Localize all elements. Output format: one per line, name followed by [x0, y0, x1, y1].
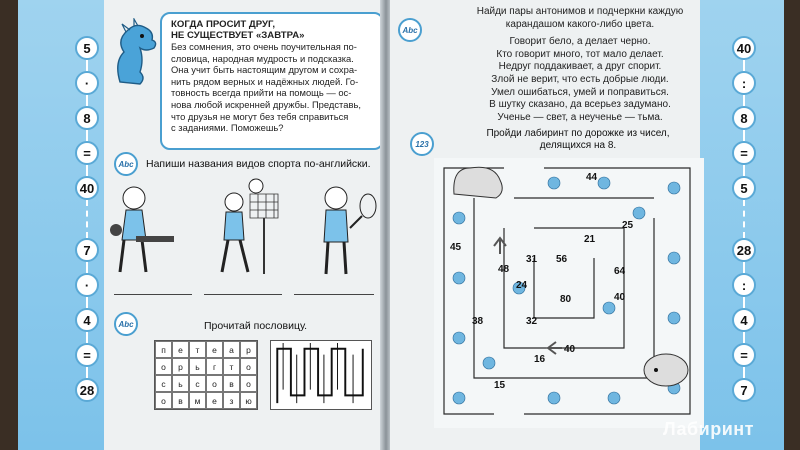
chain-node: = [75, 141, 99, 165]
labyrinth-number[interactable]: 40 [614, 292, 626, 303]
letter-cell[interactable]: т [223, 358, 240, 375]
proverb-info-box [160, 12, 384, 150]
chain-node: 5 [75, 36, 99, 60]
letter-cell[interactable]: м [189, 392, 206, 409]
answer-line[interactable] [114, 294, 192, 295]
left-page [18, 0, 384, 450]
proverb-text-line: Без сомнения, это очень поучительная по- [171, 41, 357, 52]
task-heading: карандашом какого-либо цвета. [505, 18, 655, 30]
chain-node: = [732, 343, 756, 367]
letter-cell[interactable]: о [206, 375, 223, 392]
saying-line[interactable]: Злой не верит, что есть добрые люди. [491, 73, 669, 85]
task-heading: Пройди лабиринт по дорожке из чисел, [486, 128, 670, 139]
badminton-player-illustration [310, 180, 380, 280]
labyrinth-number[interactable]: 32 [526, 316, 538, 327]
task-badge-icon: Abc [398, 18, 422, 42]
task-badge-icon: Abc [114, 152, 138, 176]
tree-stump-illustration [454, 167, 502, 198]
saying-line[interactable]: В шутку сказано, да всерьез задумано. [489, 99, 671, 111]
labyrinth-number[interactable]: 80 [560, 294, 572, 305]
letter-cell[interactable]: е [206, 392, 223, 409]
chain-node: · [75, 71, 99, 95]
letter-cell[interactable]: ь [189, 358, 206, 375]
letter-cell[interactable]: о [240, 375, 257, 392]
letter-cell[interactable]: з [223, 392, 240, 409]
letter-cell[interactable]: г [206, 358, 223, 375]
answer-line[interactable] [294, 294, 374, 295]
chain-node: 7 [75, 238, 99, 262]
chain-node: 28 [75, 378, 99, 402]
right-number-chain [732, 36, 756, 402]
letter-cell[interactable]: п [155, 341, 172, 358]
labyrinth-number[interactable]: 21 [584, 234, 596, 245]
chain-node: 7 [732, 378, 756, 402]
labyrinth[interactable] [434, 158, 704, 428]
table-tennis-player-illustration [106, 180, 176, 280]
letter-cell[interactable]: р [240, 341, 257, 358]
letter-grid [154, 340, 258, 410]
proverb-title: КОГДА ПРОСИТ ДРУГ, [171, 19, 276, 30]
proverb-text-line: нить рядом верных и надёжных людей. Го- [171, 75, 359, 87]
letter-cell[interactable]: с [155, 375, 172, 392]
volleyball-player-illustration [210, 178, 280, 278]
saying-line[interactable]: Недруг поддакивает, а друг спорит. [498, 61, 662, 73]
proverb-text-line: нова любой искренней дружбы. Представь, [171, 98, 361, 110]
chain-node: 8 [75, 106, 99, 130]
letter-cell[interactable]: т [189, 341, 206, 358]
letter-cell[interactable]: е [206, 341, 223, 358]
labyrinth-number[interactable]: 45 [450, 242, 462, 253]
letter-cell[interactable]: о [155, 358, 172, 375]
labyrinth-number[interactable]: 40 [564, 344, 576, 355]
chain-node: : [732, 71, 756, 95]
letter-cell[interactable]: с [189, 375, 206, 392]
task-proverb-heading: Прочитай пословицу. [204, 320, 308, 332]
chain-node: = [75, 343, 99, 367]
task-heading: Найди пары антонимов и подчеркни каждую [476, 6, 684, 17]
labyrinth-task-heading [462, 128, 694, 152]
chain-node: 40 [75, 176, 99, 200]
answer-line[interactable] [204, 294, 282, 295]
antonym-task [440, 6, 720, 124]
letter-cell[interactable]: р [172, 358, 189, 375]
labyrinth-number[interactable]: 25 [622, 220, 634, 231]
task-badge-icon: 123 [410, 132, 434, 156]
saying-line[interactable]: Умел ошибаться, умей и поправиться. [491, 86, 669, 98]
letter-cell[interactable]: а [223, 341, 240, 358]
path-maze[interactable] [270, 340, 372, 410]
watermark: Лабиринт [662, 419, 754, 439]
letter-cell[interactable]: е [172, 341, 189, 358]
labyrinth-number[interactable]: 16 [534, 354, 546, 365]
proverb-title: НЕ СУЩЕСТВУЕТ «ЗАВТРА» [171, 30, 305, 41]
proverb-text-line: Она учит быть настоящим другом и сохра- [171, 64, 358, 76]
letter-cell[interactable]: в [172, 392, 189, 409]
letter-cell[interactable]: в [223, 375, 240, 392]
letter-cell[interactable]: о [155, 392, 172, 409]
letter-cell[interactable]: ю [240, 392, 257, 409]
chain-node: = [732, 141, 756, 165]
task-sports-heading: Напиши названия видов спорта по-английски. [146, 158, 371, 170]
chain-node: 28 [732, 238, 756, 262]
chain-node: · [75, 273, 99, 297]
saying-line[interactable]: Говорит бело, а делает черно. [509, 36, 651, 48]
task-badge-icon: Abc [114, 312, 138, 336]
labyrinth-number[interactable]: 48 [498, 264, 510, 275]
labyrinth-number[interactable]: 24 [516, 280, 528, 291]
labyrinth-number[interactable]: 38 [472, 316, 484, 327]
labyrinth-number[interactable]: 31 [526, 254, 538, 265]
chain-node: 4 [75, 308, 99, 332]
chain-node: 8 [732, 106, 756, 130]
chain-node: : [732, 273, 756, 297]
left-number-chain [75, 36, 99, 402]
saying-line[interactable]: Кто говорит много, тот мало делает. [496, 48, 664, 60]
proverb-text-line: с заданиями. Поможешь? [171, 122, 284, 134]
proverb-text-line: товность всегда прийти на помощь — ос- [171, 87, 352, 99]
chain-node: 40 [732, 36, 756, 60]
right-page [390, 0, 784, 450]
labyrinth-number[interactable]: 44 [586, 172, 598, 183]
labyrinth-number[interactable]: 56 [556, 254, 568, 265]
dragon-illustration [106, 18, 162, 88]
chain-node: 4 [732, 308, 756, 332]
proverb-text-line: словица, народная мудрость и подсказка. [171, 52, 354, 64]
labyrinth-paths [434, 158, 704, 428]
task-heading: делящихся на 8. [539, 140, 617, 151]
labyrinth-number[interactable]: 15 [494, 380, 506, 391]
hedgehog-illustration [644, 354, 688, 386]
proverb-text-line: что друзья не могут без тебя справиться [171, 110, 349, 122]
letter-cell[interactable]: о [240, 358, 257, 375]
letter-cell[interactable]: ь [172, 375, 189, 392]
labyrinth-number[interactable]: 64 [614, 266, 626, 277]
saying-line[interactable]: Ученье — свет, а неученье — тьма. [497, 111, 663, 123]
chain-node: 5 [732, 176, 756, 200]
